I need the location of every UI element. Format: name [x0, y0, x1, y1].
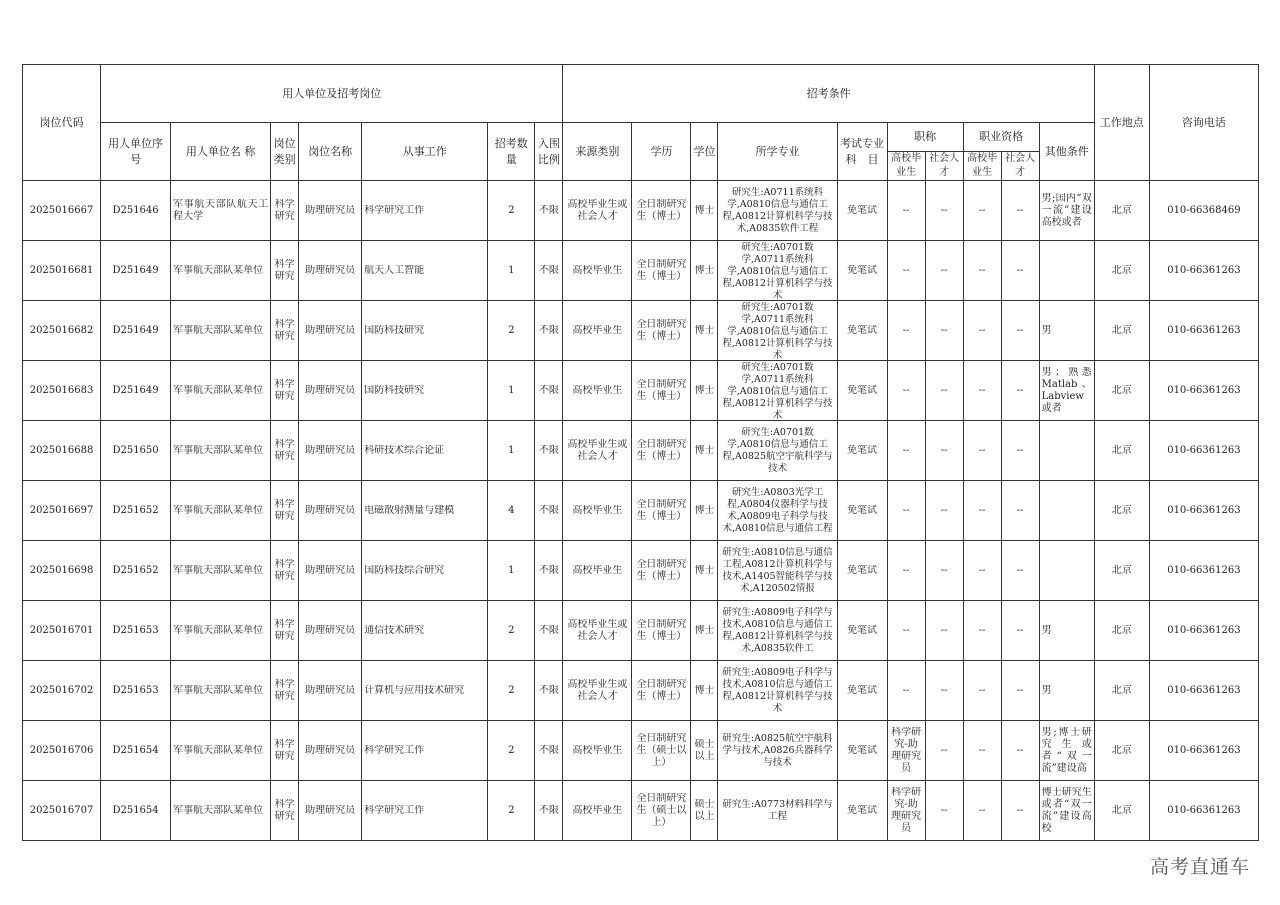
cell-qual-grad: --	[963, 241, 1001, 301]
cell-ratio: 不限	[535, 361, 563, 421]
cell-edu: 全日制研究生（博士）	[632, 181, 691, 241]
cell-post-name: 助理研究员	[299, 241, 362, 301]
cell-count: 2	[488, 661, 535, 721]
cell-post-type: 科学研究	[271, 481, 299, 541]
cell-qual-grad: --	[963, 721, 1001, 781]
cell-title-social: --	[925, 601, 963, 661]
cell-title-grad: 科学研究-助理研究员	[887, 721, 925, 781]
cell-unit-name: 军事航天部队某单位	[171, 301, 271, 361]
cell-title-social: --	[925, 481, 963, 541]
header-other: 其他条件	[1039, 123, 1094, 181]
cell-edu: 全日制研究生（博士）	[632, 421, 691, 481]
cell-source: 高校毕业生或社会人才	[563, 421, 632, 481]
header-qual-social: 社会人才	[1001, 152, 1039, 181]
cell-code: 2025016682	[23, 301, 101, 361]
cell-post-type: 科学研究	[271, 301, 299, 361]
cell-location: 北京	[1094, 241, 1149, 301]
cell-major: 研究生:A0809电子科学与技术,A0810信息与通信工程,A0812计算机科学与技术,A0835软件工	[718, 601, 837, 661]
cell-other: 男；熟悉Matlab、Labview或者	[1039, 361, 1094, 421]
cell-major: 研究生:A0701数学,A0711系统科学,A0810信息与通信工程,A0812计算机科学与技术	[718, 241, 837, 301]
cell-unit-no: D251654	[101, 721, 171, 781]
table-row	[23, 361, 1259, 421]
cell-source: 高校毕业生	[563, 781, 632, 841]
cell-other	[1039, 421, 1094, 481]
cell-count: 4	[488, 481, 535, 541]
cell-degree: 硕士以上	[691, 781, 718, 841]
cell-qual-social: --	[1001, 601, 1039, 661]
cell-edu: 全日制研究生（博士）	[632, 601, 691, 661]
table-row	[23, 721, 1259, 781]
cell-other: 男;国内“双一流”建设高校或者	[1039, 181, 1094, 241]
cell-ratio: 不限	[535, 661, 563, 721]
cell-major: 研究生:A0810信息与通信工程,A0812计算机科学与技术,A1405智能科学与技术,A120502情报	[718, 541, 837, 601]
cell-work: 电磁散射测量与建模	[362, 481, 488, 541]
cell-count: 1	[488, 541, 535, 601]
cell-exam: 免笔试	[837, 181, 887, 241]
cell-ratio: 不限	[535, 181, 563, 241]
cell-exam: 免笔试	[837, 361, 887, 421]
cell-qual-social: --	[1001, 181, 1039, 241]
recruitment-table	[22, 64, 1259, 841]
table-row	[23, 421, 1259, 481]
cell-post-type: 科学研究	[271, 361, 299, 421]
cell-qual-grad: --	[963, 301, 1001, 361]
cell-count: 1	[488, 421, 535, 481]
cell-work: 航天人工智能	[362, 241, 488, 301]
header-exam: 考试专业科 目	[837, 123, 887, 181]
table-row	[23, 661, 1259, 721]
cell-title-grad: 科学研究-助理研究员	[887, 781, 925, 841]
cell-source: 高校毕业生或社会人才	[563, 601, 632, 661]
header-post-type: 岗位类别	[271, 123, 299, 181]
cell-phone: 010-66368469	[1149, 181, 1258, 241]
cell-count: 2	[488, 781, 535, 841]
cell-major: 研究生:A0825航空宇航科学与技术,A0826兵器科学与技术	[718, 721, 837, 781]
cell-source: 高校毕业生或社会人才	[563, 661, 632, 721]
cell-qual-social: --	[1001, 541, 1039, 601]
table-row	[23, 541, 1259, 601]
cell-qual-grad: --	[963, 421, 1001, 481]
header-title-grad: 高校毕业生	[887, 152, 925, 181]
cell-other	[1039, 241, 1094, 301]
header-location: 工作地点	[1094, 65, 1149, 181]
cell-exam: 免笔试	[837, 721, 887, 781]
cell-edu: 全日制研究生（博士）	[632, 541, 691, 601]
table-row	[23, 301, 1259, 361]
cell-degree: 博士	[691, 601, 718, 661]
cell-title-grad: --	[887, 541, 925, 601]
cell-exam: 免笔试	[837, 541, 887, 601]
header-unit-name: 用人单位名 称	[171, 123, 271, 181]
cell-edu: 全日制研究生（博士）	[632, 361, 691, 421]
cell-work: 科研技术综合论证	[362, 421, 488, 481]
cell-major: 研究生:A0711系统科学,A0810信息与通信工程,A0812计算机科学与技术,A0835软件工程	[718, 181, 837, 241]
cell-work: 国防科技研究	[362, 361, 488, 421]
cell-degree: 博士	[691, 181, 718, 241]
cell-post-type: 科学研究	[271, 421, 299, 481]
cell-unit-no: D251646	[101, 181, 171, 241]
cell-count: 2	[488, 721, 535, 781]
cell-count: 1	[488, 241, 535, 301]
cell-work: 科学研究工作	[362, 721, 488, 781]
cell-count: 2	[488, 181, 535, 241]
cell-unit-name: 军事航天部队某单位	[171, 781, 271, 841]
cell-other: 博士研究生或者“双一流”建设高校	[1039, 781, 1094, 841]
cell-unit-name: 军事航天部队航天工程大学	[171, 181, 271, 241]
header-work: 从事工作	[362, 123, 488, 181]
cell-phone: 010-66361263	[1149, 481, 1258, 541]
cell-source: 高校毕业生	[563, 481, 632, 541]
cell-post-name: 助理研究员	[299, 721, 362, 781]
cell-edu: 全日制研究生（博士）	[632, 241, 691, 301]
cell-degree: 博士	[691, 241, 718, 301]
cell-unit-name: 军事航天部队某单位	[171, 661, 271, 721]
cell-ratio: 不限	[535, 601, 563, 661]
cell-qual-grad: --	[963, 601, 1001, 661]
cell-location: 北京	[1094, 481, 1149, 541]
cell-title-social: --	[925, 361, 963, 421]
cell-major: 研究生:A0701数学,A0711系统科学,A0810信息与通信工程,A0812计算机科学与技术	[718, 301, 837, 361]
cell-count: 1	[488, 361, 535, 421]
cell-title-social: --	[925, 781, 963, 841]
cell-source: 高校毕业生或社会人才	[563, 181, 632, 241]
cell-work: 科学研究工作	[362, 781, 488, 841]
cell-code: 2025016707	[23, 781, 101, 841]
cell-work: 通信技术研究	[362, 601, 488, 661]
cell-other	[1039, 481, 1094, 541]
cell-work: 计算机与应用技术研究	[362, 661, 488, 721]
cell-title-grad: --	[887, 361, 925, 421]
cell-phone: 010-66361263	[1149, 721, 1258, 781]
cell-unit-no: D251649	[101, 241, 171, 301]
cell-post-name: 助理研究员	[299, 481, 362, 541]
cell-phone: 010-66361263	[1149, 361, 1258, 421]
cell-location: 北京	[1094, 661, 1149, 721]
cell-code: 2025016681	[23, 241, 101, 301]
cell-edu: 全日制研究生（博士）	[632, 481, 691, 541]
cell-ratio: 不限	[535, 301, 563, 361]
cell-exam: 免笔试	[837, 301, 887, 361]
cell-other: 男;博士研究生或者“双一流”建设高	[1039, 721, 1094, 781]
cell-title-social: --	[925, 301, 963, 361]
cell-unit-no: D251649	[101, 361, 171, 421]
cell-unit-name: 军事航天部队某单位	[171, 241, 271, 301]
cell-degree: 博士	[691, 661, 718, 721]
cell-code: 2025016688	[23, 421, 101, 481]
cell-phone: 010-66361263	[1149, 661, 1258, 721]
cell-location: 北京	[1094, 721, 1149, 781]
header-count: 招考数量	[488, 123, 535, 181]
cell-exam: 免笔试	[837, 421, 887, 481]
cell-other: 男	[1039, 301, 1094, 361]
cell-code: 2025016697	[23, 481, 101, 541]
cell-ratio: 不限	[535, 781, 563, 841]
cell-exam: 免笔试	[837, 781, 887, 841]
cell-qual-grad: --	[963, 481, 1001, 541]
header-ratio: 入围比例	[535, 123, 563, 181]
cell-qual-grad: --	[963, 781, 1001, 841]
cell-post-name: 助理研究员	[299, 601, 362, 661]
cell-unit-no: D251650	[101, 421, 171, 481]
header-conditions-group: 招考条件	[563, 65, 1094, 123]
cell-qual-grad: --	[963, 181, 1001, 241]
cell-post-name: 助理研究员	[299, 181, 362, 241]
cell-count: 2	[488, 601, 535, 661]
cell-unit-name: 军事航天部队某单位	[171, 421, 271, 481]
cell-title-grad: --	[887, 241, 925, 301]
cell-title-social: --	[925, 541, 963, 601]
cell-qual-social: --	[1001, 301, 1039, 361]
cell-ratio: 不限	[535, 241, 563, 301]
header-unit-no: 用人单位序 号	[101, 123, 171, 181]
cell-code: 2025016667	[23, 181, 101, 241]
header-phone: 咨询电话	[1149, 65, 1258, 181]
cell-other: 男	[1039, 661, 1094, 721]
cell-exam: 免笔试	[837, 601, 887, 661]
cell-post-name: 助理研究员	[299, 661, 362, 721]
cell-post-type: 科学研究	[271, 241, 299, 301]
cell-major: 研究生:A0803光学工程,A0804仪器科学与技术,A0809电子科学与技术,A0810信息与通信工程	[718, 481, 837, 541]
cell-post-name: 助理研究员	[299, 361, 362, 421]
cell-source: 高校毕业生	[563, 301, 632, 361]
cell-unit-no: D251649	[101, 301, 171, 361]
cell-degree: 博士	[691, 541, 718, 601]
cell-title-social: --	[925, 421, 963, 481]
cell-unit-no: D251653	[101, 601, 171, 661]
header-unit-group: 用人单位及招考岗位	[101, 65, 563, 123]
cell-location: 北京	[1094, 421, 1149, 481]
cell-source: 高校毕业生	[563, 721, 632, 781]
cell-phone: 010-66361263	[1149, 781, 1258, 841]
watermark: 高考直通车	[1149, 856, 1250, 878]
cell-location: 北京	[1094, 301, 1149, 361]
cell-unit-name: 军事航天部队某单位	[171, 361, 271, 421]
cell-location: 北京	[1094, 601, 1149, 661]
cell-code: 2025016698	[23, 541, 101, 601]
cell-code: 2025016702	[23, 661, 101, 721]
cell-location: 北京	[1094, 361, 1149, 421]
header-edu: 学历	[632, 123, 691, 181]
cell-unit-no: D251653	[101, 661, 171, 721]
cell-qual-social: --	[1001, 241, 1039, 301]
cell-post-type: 科学研究	[271, 721, 299, 781]
cell-post-type: 科学研究	[271, 661, 299, 721]
cell-title-grad: --	[887, 601, 925, 661]
table-row	[23, 481, 1259, 541]
cell-ratio: 不限	[535, 541, 563, 601]
cell-code: 2025016683	[23, 361, 101, 421]
cell-ratio: 不限	[535, 481, 563, 541]
cell-phone: 010-66361263	[1149, 601, 1258, 661]
cell-degree: 博士	[691, 421, 718, 481]
cell-qual-grad: --	[963, 361, 1001, 421]
table-row	[23, 181, 1259, 241]
cell-source: 高校毕业生	[563, 361, 632, 421]
cell-other	[1039, 541, 1094, 601]
cell-source: 高校毕业生	[563, 241, 632, 301]
header-title-social: 社会人才	[925, 152, 963, 181]
cell-qual-social: --	[1001, 661, 1039, 721]
cell-phone: 010-66361263	[1149, 421, 1258, 481]
cell-ratio: 不限	[535, 721, 563, 781]
cell-post-name: 助理研究员	[299, 541, 362, 601]
cell-qual-grad: --	[963, 541, 1001, 601]
header-qual-grad: 高校毕业生	[963, 152, 1001, 181]
cell-degree: 博士	[691, 361, 718, 421]
cell-title-grad: --	[887, 661, 925, 721]
header-code: 岗位代码	[23, 65, 101, 181]
cell-major: 研究生:A0701数学,A0711系统科学,A0810信息与通信工程,A0812计算机科学与技术	[718, 361, 837, 421]
cell-qual-social: --	[1001, 481, 1039, 541]
cell-unit-name: 军事航天部队某单位	[171, 541, 271, 601]
cell-source: 高校毕业生	[563, 541, 632, 601]
cell-post-name: 助理研究员	[299, 421, 362, 481]
header-major: 所学专业	[718, 123, 837, 181]
cell-work: 国防科技研究	[362, 301, 488, 361]
cell-edu: 全日制研究生（硕士以上）	[632, 781, 691, 841]
table-row	[23, 601, 1259, 661]
cell-code: 2025016701	[23, 601, 101, 661]
cell-title-grad: --	[887, 481, 925, 541]
cell-qual-grad: --	[963, 661, 1001, 721]
cell-work: 国防科技综合研究	[362, 541, 488, 601]
cell-unit-no: D251654	[101, 781, 171, 841]
cell-code: 2025016706	[23, 721, 101, 781]
cell-edu: 全日制研究生（博士）	[632, 661, 691, 721]
cell-unit-name: 军事航天部队某单位	[171, 601, 271, 661]
cell-unit-name: 军事航天部队某单位	[171, 481, 271, 541]
cell-unit-no: D251652	[101, 541, 171, 601]
header-degree: 学位	[691, 123, 718, 181]
cell-post-type: 科学研究	[271, 541, 299, 601]
cell-title-grad: --	[887, 181, 925, 241]
cell-major: 研究生:A0809电子科学与技术,A0810信息与通信工程,A0812计算机科学与技术	[718, 661, 837, 721]
cell-title-social: --	[925, 181, 963, 241]
cell-degree: 博士	[691, 481, 718, 541]
cell-exam: 免笔试	[837, 481, 887, 541]
cell-location: 北京	[1094, 781, 1149, 841]
cell-post-name: 助理研究员	[299, 781, 362, 841]
table-row	[23, 241, 1259, 301]
cell-qual-social: --	[1001, 361, 1039, 421]
cell-work: 科学研究工作	[362, 181, 488, 241]
cell-other: 男	[1039, 601, 1094, 661]
cell-location: 北京	[1094, 181, 1149, 241]
cell-post-name: 助理研究员	[299, 301, 362, 361]
header-post-name: 岗位名称	[299, 123, 362, 181]
cell-edu: 全日制研究生（硕士以上）	[632, 721, 691, 781]
cell-phone: 010-66361263	[1149, 301, 1258, 361]
cell-title-grad: --	[887, 421, 925, 481]
cell-location: 北京	[1094, 541, 1149, 601]
cell-edu: 全日制研究生（博士）	[632, 301, 691, 361]
cell-post-type: 科学研究	[271, 181, 299, 241]
cell-phone: 010-66361263	[1149, 541, 1258, 601]
cell-degree: 博士	[691, 301, 718, 361]
cell-count: 2	[488, 301, 535, 361]
cell-qual-social: --	[1001, 721, 1039, 781]
cell-qual-social: --	[1001, 421, 1039, 481]
cell-title-social: --	[925, 241, 963, 301]
table-row	[23, 781, 1259, 841]
cell-post-type: 科学研究	[271, 781, 299, 841]
cell-exam: 免笔试	[837, 661, 887, 721]
cell-title-grad: --	[887, 301, 925, 361]
cell-phone: 010-66361263	[1149, 241, 1258, 301]
cell-ratio: 不限	[535, 421, 563, 481]
cell-major: 研究生:A0773材料科学与工程	[718, 781, 837, 841]
cell-degree: 硕士以上	[691, 721, 718, 781]
cell-unit-no: D251652	[101, 481, 171, 541]
cell-exam: 免笔试	[837, 241, 887, 301]
cell-title-social: --	[925, 721, 963, 781]
cell-qual-social: --	[1001, 781, 1039, 841]
header-title: 职称	[887, 123, 963, 152]
header-source: 来源类别	[563, 123, 632, 181]
header-qualification: 职业资格	[963, 123, 1039, 152]
cell-title-social: --	[925, 661, 963, 721]
cell-unit-name: 军事航天部队某单位	[171, 721, 271, 781]
cell-post-type: 科学研究	[271, 601, 299, 661]
cell-major: 研究生:A0701数学,A0810信息与通信工程,A0825航空宇航科学与技术	[718, 421, 837, 481]
